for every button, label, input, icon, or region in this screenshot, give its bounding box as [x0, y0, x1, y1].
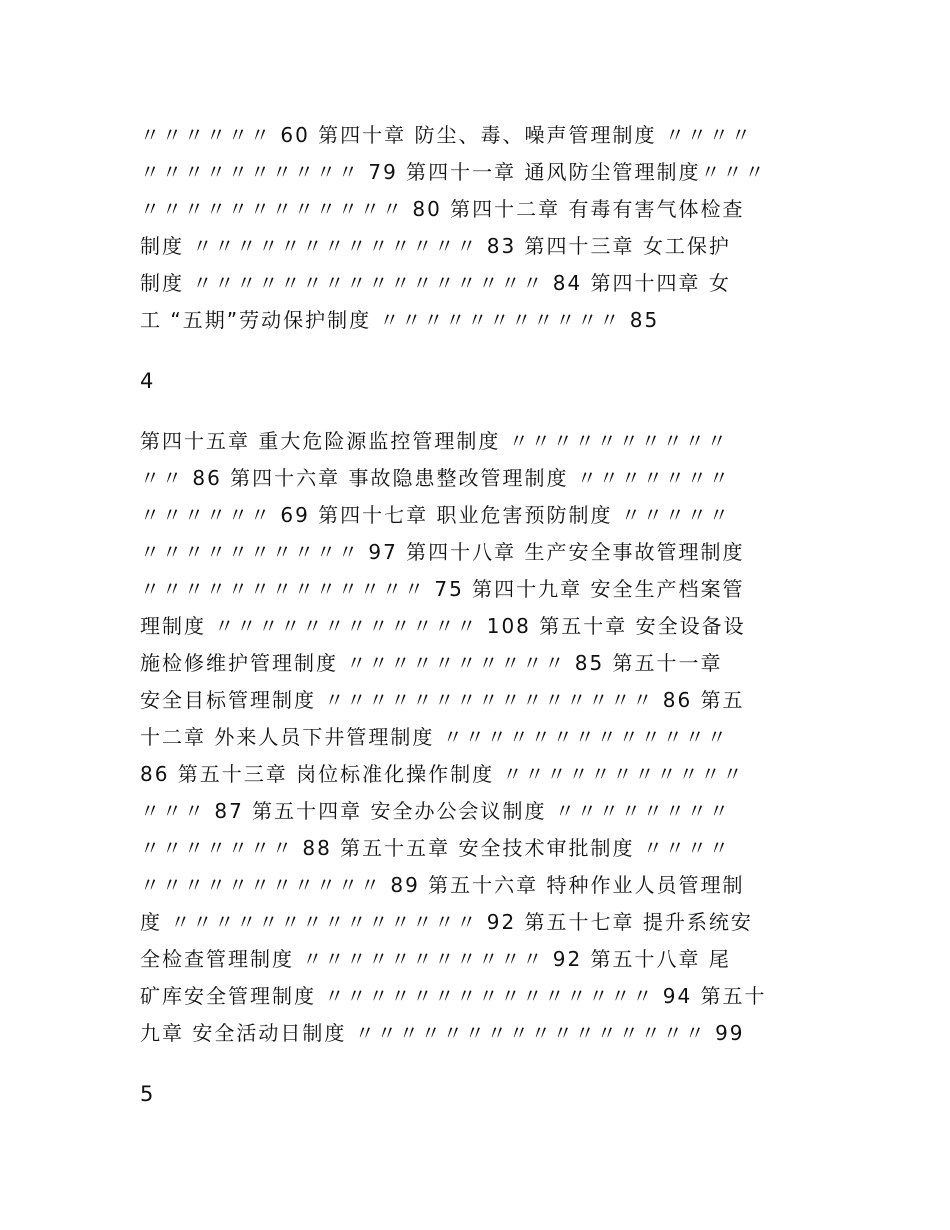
toc-line: 制度 〃〃〃〃〃〃〃〃〃〃〃〃〃 83 第四十三章 女工保护 [140, 234, 731, 258]
toc-block-2 [140, 423, 810, 1052]
toc-block-1 [140, 117, 810, 339]
toc-line: 〃〃〃〃〃〃 69 第四十七章 职业危害预防制度 〃〃〃〃〃 [140, 503, 731, 527]
toc-line: 〃〃〃〃〃〃〃〃〃〃〃〃 80 第四十二章 有毒有害气体检查 [140, 197, 745, 221]
toc-line: 矿库安全管理制度 〃〃〃〃〃〃〃〃〃〃〃〃〃〃〃 94 第五十 [140, 984, 767, 1008]
document-page [140, 117, 810, 1114]
toc-line: 施检修维护管理制度 〃〃〃〃〃〃〃〃〃〃 85 第五十一章 [140, 651, 723, 675]
toc-line: 安全目标管理制度 〃〃〃〃〃〃〃〃〃〃〃〃〃〃〃 86 第五 [140, 688, 745, 712]
toc-line: 制度 〃〃〃〃〃〃〃〃〃〃〃〃〃〃〃〃 84 第四十四章 女 [140, 271, 731, 295]
toc-line: 〃〃〃 87 第五十四章 安全办公会议制度 〃〃〃〃〃〃〃〃 [140, 799, 731, 823]
toc-line: 九章 安全活动日制度 〃〃〃〃〃〃〃〃〃〃〃〃〃〃〃〃 99 [140, 1021, 745, 1045]
toc-line: 〃〃〃〃〃〃〃 88 第五十五章 安全技术审批制度 〃〃〃〃 [140, 836, 731, 860]
toc-line: 〃〃 86 第四十六章 事故隐患整改管理制度 〃〃〃〃〃〃〃 [140, 466, 731, 490]
toc-line: 〃〃〃〃〃〃 60 第四十章 防尘、毒、噪声管理制度 〃〃〃〃 [140, 123, 753, 147]
toc-line: 86 第五十三章 岗位标准化操作制度 〃〃〃〃〃〃〃〃〃〃〃 [140, 762, 745, 786]
toc-line: 理制度 〃〃〃〃〃〃〃〃〃〃〃〃 108 第五十章 安全设备设 [140, 614, 746, 638]
toc-line: 度 〃〃〃〃〃〃〃〃〃〃〃〃〃〃 92 第五十七章 提升系统安 [140, 910, 753, 934]
toc-line: 第四十五章 重大危险源监控管理制度 〃〃〃〃〃〃〃〃〃〃 [140, 429, 729, 453]
toc-line: 〃〃〃〃〃〃〃〃〃〃 97 第四十八章 生产安全事故管理制度 [140, 540, 745, 564]
toc-line: 工 “五期”劳动保护制度 〃〃〃〃〃〃〃〃〃〃〃 85 [140, 308, 660, 332]
toc-line: 十二章 外来人员下井管理制度 〃〃〃〃〃〃〃〃〃〃〃〃〃 [140, 725, 729, 749]
toc-line: 〃〃〃〃〃〃〃〃〃〃〃〃〃 75 第四十九章 安全生产档案管 [140, 577, 745, 601]
toc-line: 〃〃〃〃〃〃〃〃〃〃〃 89 第五十六章 特种作业人员管理制 [140, 873, 745, 897]
page-number: 5 [140, 1082, 154, 1106]
toc-line: 全检查管理制度 〃〃〃〃〃〃〃〃〃〃〃 92 第五十八章 尾 [140, 947, 731, 971]
toc-line: 〃〃〃〃〃〃〃〃〃〃 79 第四十一章 通风防尘管理制度〃〃〃 [140, 160, 767, 184]
page-number: 4 [140, 369, 154, 393]
